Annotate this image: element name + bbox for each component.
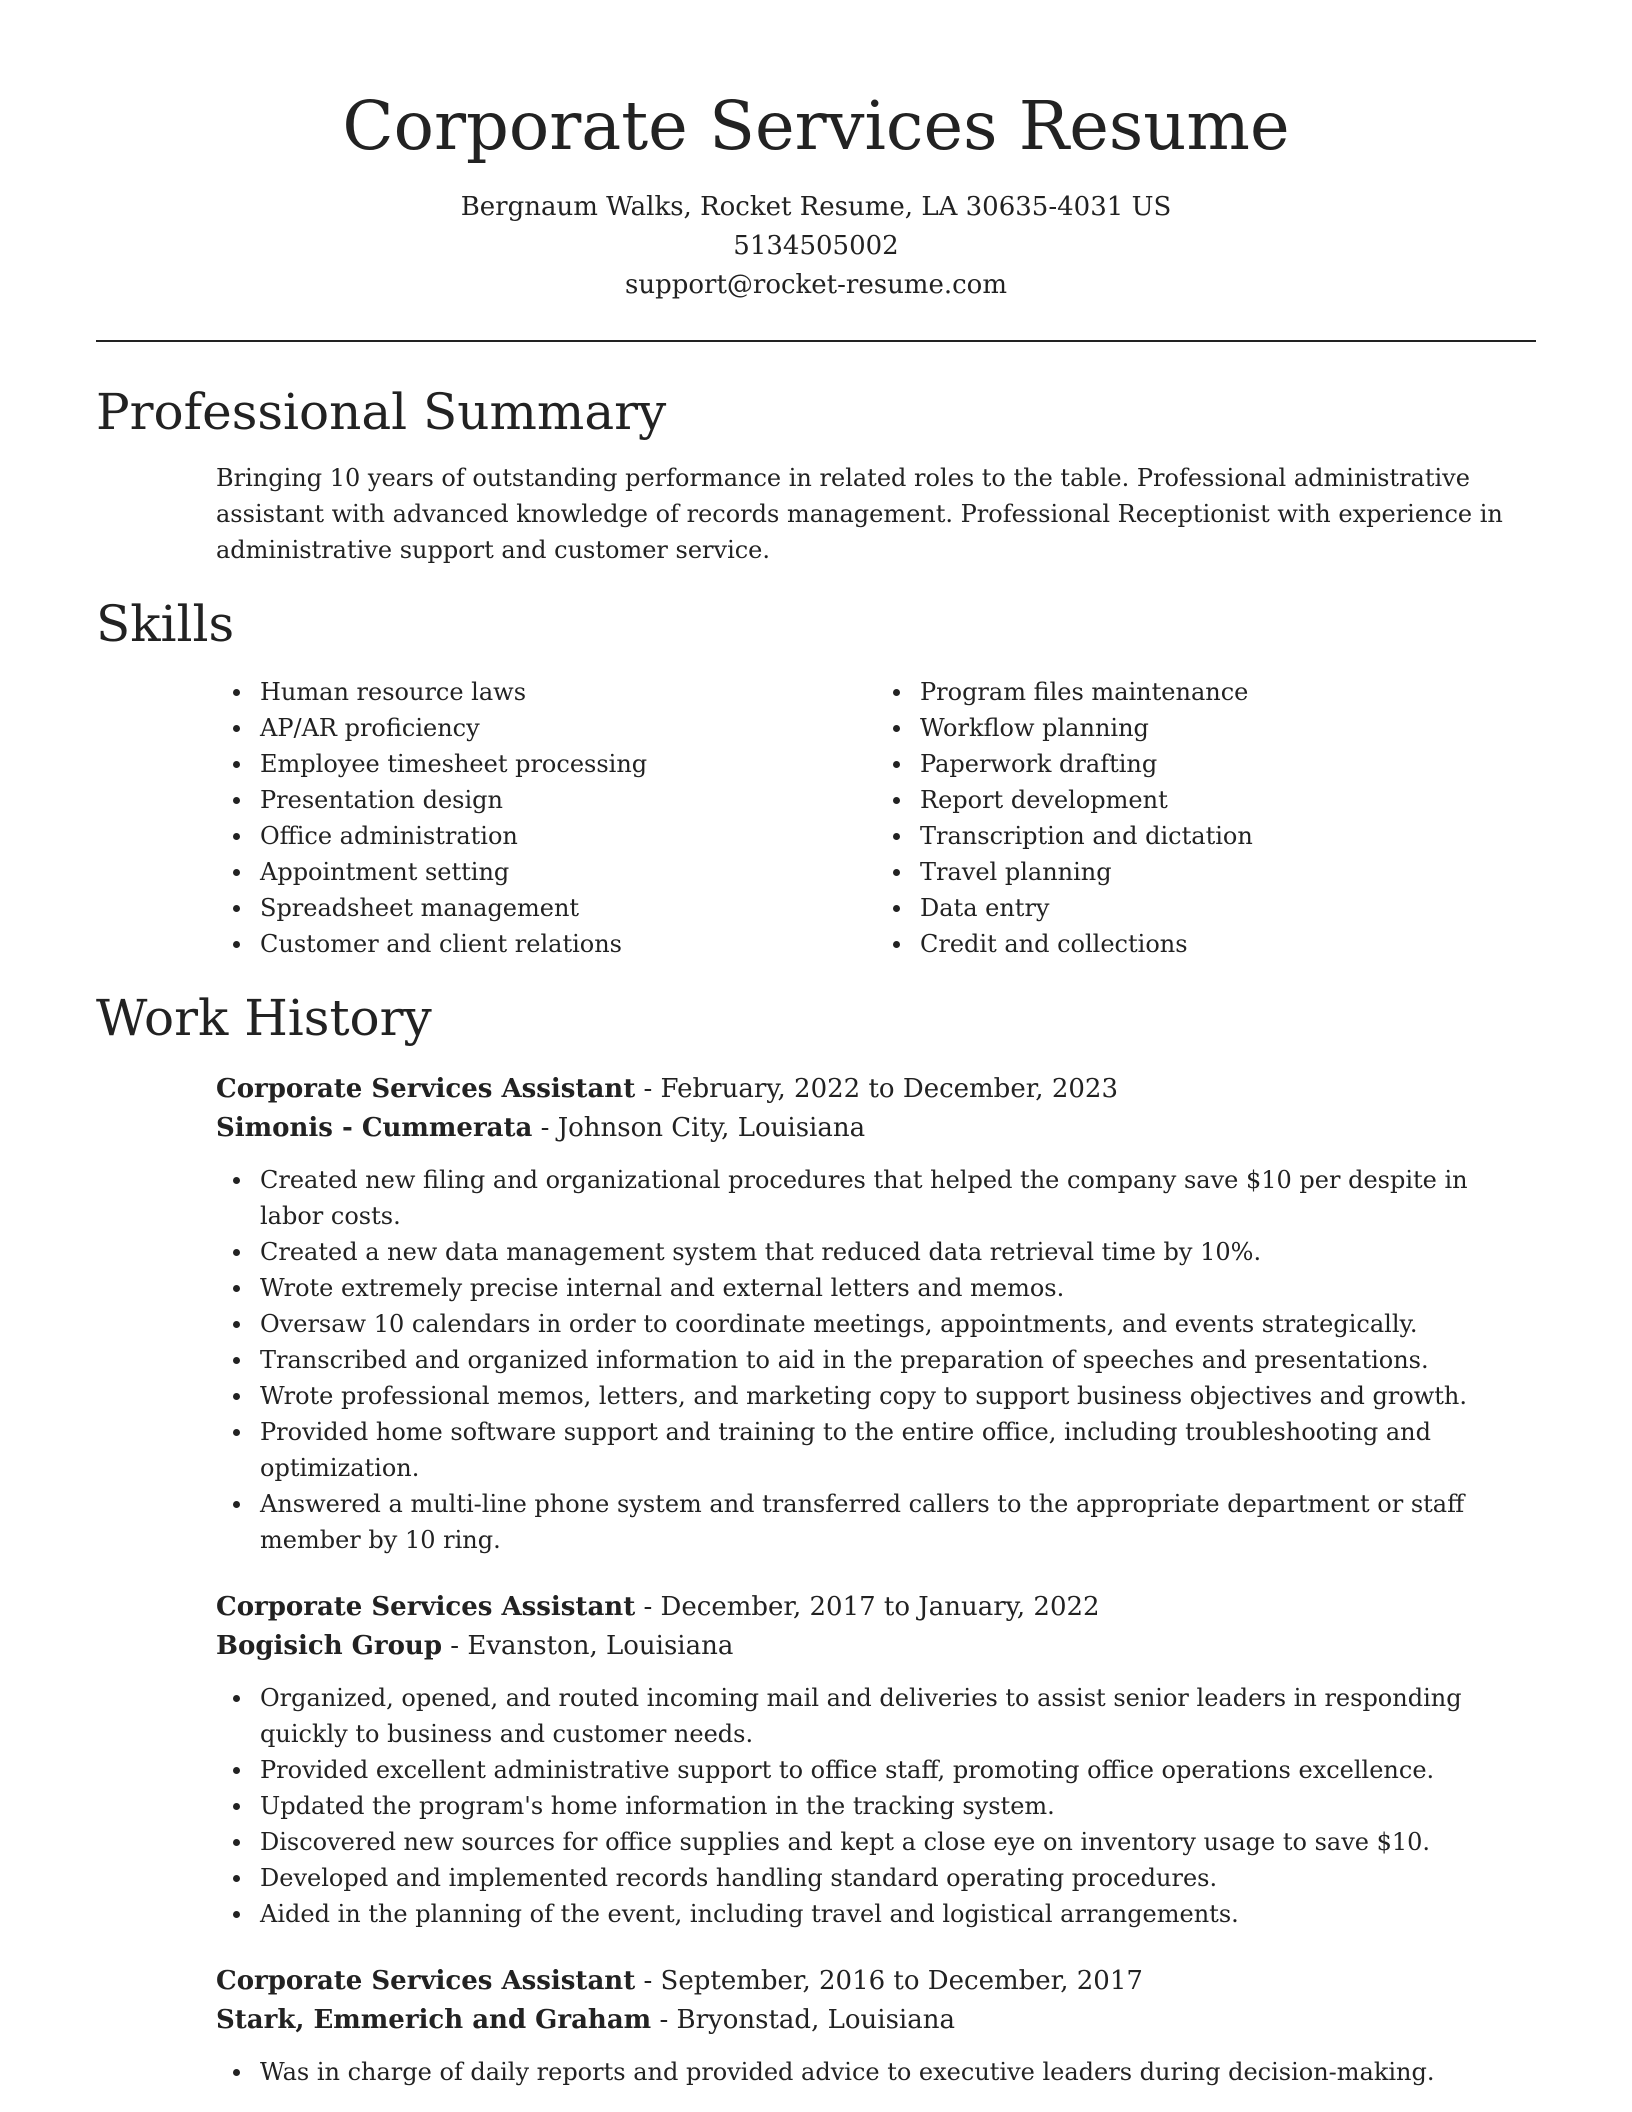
job-dates: February, 2022 to December, 2023 <box>660 1074 1118 1104</box>
job-entry <box>216 1588 1536 1932</box>
skill-item: Office administration <box>260 818 876 854</box>
skill-item: Spreadsheet management <box>260 890 876 926</box>
job-dates: September, 2016 to December, 2017 <box>660 1966 1143 1996</box>
job-company-line: Stark, Emmerich and Graham - Bryonstad, Louisiana <box>216 2005 955 2035</box>
header-divider <box>96 340 1536 342</box>
job-duties <box>216 2054 1536 2090</box>
skill-item: Program files maintenance <box>920 674 1536 710</box>
job-dates: December, 2017 to January, 2022 <box>660 1592 1100 1622</box>
skills-heading: Skills <box>96 595 235 653</box>
job-position: Corporate Services Assistant <box>216 1074 636 1104</box>
duty-item: Developed and implemented records handling standard operating procedures. <box>260 1860 1536 1896</box>
duty-item: Created new filing and organizational procedures that helped the company save $10 per despite in labor costs. <box>260 1162 1536 1234</box>
skill-item: Customer and client relations <box>260 926 876 962</box>
duty-item: Oversaw 10 calendars in order to coordinate meetings, appointments, and events strategically. <box>260 1306 1536 1342</box>
skill-item: Employee timesheet processing <box>260 746 876 782</box>
job-location: Johnson City, Louisiana <box>557 1113 866 1143</box>
contact-block <box>96 188 1536 305</box>
job-company: Bogisich Group <box>216 1631 443 1661</box>
skill-item: AP/AR proficiency <box>260 710 876 746</box>
skill-item: Data entry <box>920 890 1536 926</box>
duty-item: Transcribed and organized information to aid in the preparation of speeches and presentations. <box>260 1342 1536 1378</box>
skill-item: Presentation design <box>260 782 876 818</box>
duty-item: Provided excellent administrative support to office staff, promoting office operations excellence. <box>260 1752 1536 1788</box>
skill-item: Transcription and dictation <box>920 818 1536 854</box>
skill-item: Workflow planning <box>920 710 1536 746</box>
job-entry <box>216 1070 1536 1558</box>
job-position: Corporate Services Assistant <box>216 1966 636 1996</box>
duty-item: Answered a multi-line phone system and transferred callers to the appropriate department or staff member by 10 ring. <box>260 1486 1536 1558</box>
email-text: support@rocket-resume.com <box>624 270 1007 300</box>
job-company-line: Simonis - Cummerata - Johnson City, Louisiana <box>216 1113 866 1143</box>
skill-item: Appointment setting <box>260 854 876 890</box>
duty-item: Provided home software support and training to the entire office, including troubleshooting and optimization. <box>260 1414 1536 1486</box>
phone-text: 5134505002 <box>733 231 899 261</box>
summary-text: Bringing 10 years of outstanding performance in related roles to the table. Professional administrative assistant with advanced knowledge of records management. Professional Receptionist with experience in administrative support and customer service. <box>216 464 1503 564</box>
skill-item: Credit and collections <box>920 926 1536 962</box>
job-duties <box>216 1162 1536 1558</box>
job-title-line: Corporate Services Assistant - September, 2016 to December, 2017 <box>216 1966 1143 1996</box>
skill-item: Human resource laws <box>260 674 876 710</box>
skill-item: Travel planning <box>920 854 1536 890</box>
resume-page <box>96 0 1536 2090</box>
job-company: Stark, Emmerich and Graham <box>216 2005 652 2035</box>
duty-item: Was in charge of daily reports and provided advice to executive leaders during decision-making. <box>260 2054 1536 2090</box>
job-company-line: Bogisich Group - Evanston, Louisiana <box>216 1631 734 1661</box>
skills-column-right <box>876 674 1536 962</box>
skill-item: Paperwork drafting <box>920 746 1536 782</box>
duty-item: Wrote extremely precise internal and external letters and memos. <box>260 1270 1536 1306</box>
job-position: Corporate Services Assistant <box>216 1592 636 1622</box>
job-title-line: Corporate Services Assistant - December, 2017 to January, 2022 <box>216 1592 1100 1622</box>
skill-item: Report development <box>920 782 1536 818</box>
job-duties <box>216 1680 1536 1932</box>
duty-item: Wrote professional memos, letters, and marketing copy to support business objectives and growth. <box>260 1378 1536 1414</box>
duty-item: Aided in the planning of the event, including travel and logistical arrangements. <box>260 1896 1536 1932</box>
duty-item: Created a new data management system that reduced data retrieval time by 10%. <box>260 1234 1536 1270</box>
skills-list <box>216 674 1536 962</box>
job-title-line: Corporate Services Assistant - February, 2022 to December, 2023 <box>216 1074 1118 1104</box>
duty-item: Discovered new sources for office supplies and kept a close eye on inventory usage to save $10. <box>260 1824 1536 1860</box>
skills-column-left <box>216 674 876 962</box>
address-text: Bergnaum Walks, Rocket Resume, LA 30635-4031 US <box>460 192 1172 222</box>
duty-item: Organized, opened, and routed incoming mail and deliveries to assist senior leaders in responding quickly to business and customer needs. <box>260 1680 1536 1752</box>
job-entry <box>216 1962 1536 2090</box>
job-location: Evanston, Louisiana <box>467 1631 734 1661</box>
duty-item: Updated the program's home information in the tracking system. <box>260 1788 1536 1824</box>
work-history-heading: Work History <box>96 989 432 1047</box>
job-company: Simonis - Cummerata <box>216 1113 533 1143</box>
summary-heading: Professional Summary <box>96 383 667 441</box>
job-location: Bryonstad, Louisiana <box>676 2005 955 2035</box>
resume-title: Corporate Services Resume <box>342 87 1290 165</box>
